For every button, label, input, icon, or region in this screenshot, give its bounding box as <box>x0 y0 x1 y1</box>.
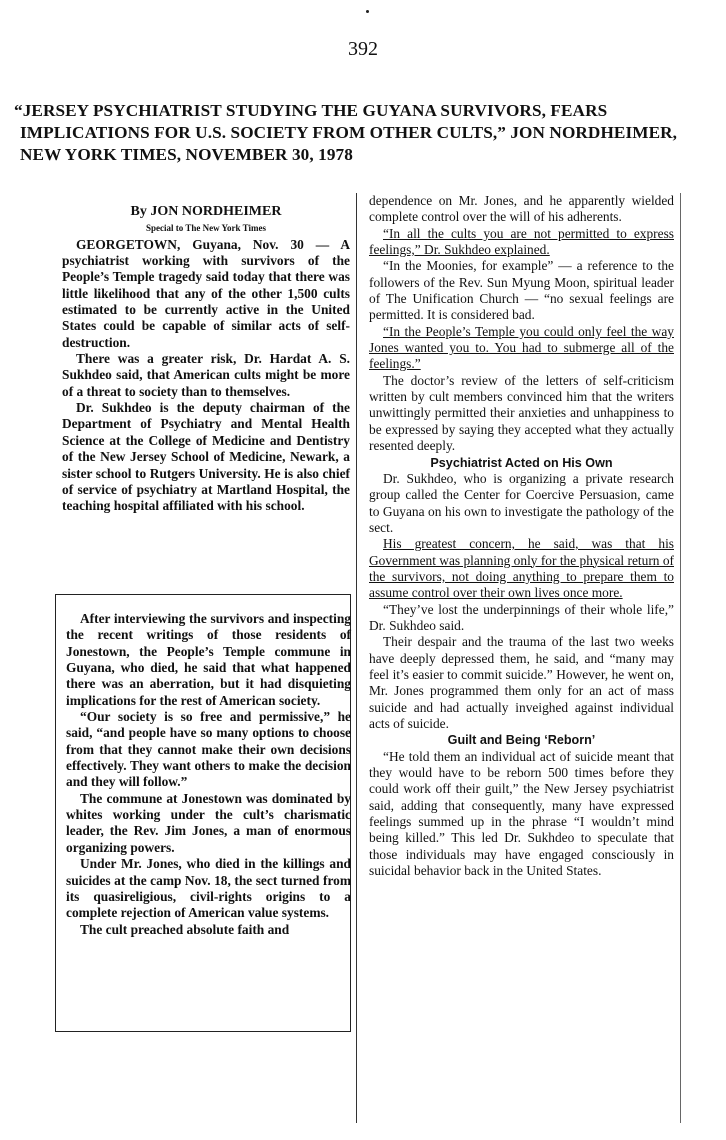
page-number: 392 <box>348 38 378 60</box>
paragraph: GEORGETOWN, Guyana, Nov. 30 — A psychiatrist working with survivors of the People’s Temple tragedy said today that there was little likelihood that any of the other 1,500 cults estimated to be currently active in the United States could be capable of similar acts of self-destruction. <box>62 236 350 350</box>
paragraph: dependence on Mr. Jones, and he apparently wielded complete control over the will of his adherents. <box>369 193 674 225</box>
ink-dot <box>366 10 369 13</box>
article-column-left-top <box>62 204 350 515</box>
subheading: Guilt and Being ‘Reborn’ <box>447 733 596 748</box>
article-column-left-bottom <box>55 594 351 1032</box>
underlined-paragraph: “In the People’s Temple you could only feel the way Jones wanted you to. You had to submerge all of the feelings.” <box>369 323 674 372</box>
underlined-paragraph: His greatest concern, he said, was that his Government was planning only for the physical return of the survivors, not doing anything to prepare them to assume control over their own lives once more. <box>369 536 674 601</box>
paragraph: The doctor’s review of the letters of self-criticism written by cult members convinced him that the writers unwittingly permitted their anxieties and unhappiness to be expressed by saying they accepted what they actually resented deeply. <box>369 372 674 454</box>
paragraph: Dr. Sukhdeo is the deputy chairman of the Department of Psychiatry and Mental Health Science at the College of Medicine and Dentistry of the New Jersey School of Medicine, Newark, a sister school to Rutgers University. He is also chief of service of psychiatry at Martland Hospital, the teaching hospital affiliated with his school. <box>62 400 350 514</box>
paragraph: There was a greater risk, Dr. Hardat A. S. Sukhdeo said, that American cults might be more of a threat to society than to themselves. <box>62 351 350 399</box>
underlined-paragraph: “In all the cults you are not permitted to express feelings,” Dr. Sukhdeo explained. <box>369 225 674 258</box>
paragraph: Under Mr. Jones, who died in the killings and suicides at the camp Nov. 18, the sect turned from its quasireligious, civil-rights origins to a complete rejection of American value systems. <box>66 856 351 921</box>
paragraph: After interviewing the survivors and inspecting the recent writings of those residents of Jonestown, the People’s Temple commune in Guyana, who died, he said that what happened there was an aberration, but it had disquieting implications for the rest of American society. <box>66 611 351 708</box>
byline: By JON NORDHEIMER <box>130 204 282 219</box>
paragraph: “He told them an individual act of suicide meant that they would have to be reborn 500 times before they could work off their guilt,” the New Jersey psychiatrist said, adding that consequently, many have expressed feelings summed up in the phrase “I wouldn’t mind being killed.” This led Dr. Sukhdeo to speculate that those individuals may have engaged consciously in suicidal behavior back in the United States. <box>369 748 674 879</box>
paragraph: The commune at Jonestown was dominated by whites working under the cult’s charismatic leader, the Rev. Jim Jones, a man of enormous organizing powers. <box>66 790 351 855</box>
paragraph: “In the Moonies, for example” — a reference to the followers of the Rev. Sun Myung Moon, spiritual leader of The Unification Church — “no sexual feelings are permitted. It is considered bad. <box>369 258 674 323</box>
paragraph: Dr. Sukhdeo, who is organizing a private research group called the Center for Coercive Persuasion, came to Guyana on his own to investigate the pathology of the sect. <box>369 470 674 535</box>
paragraph: Their despair and the trauma of the last two weeks have deeply depressed them, he said, and “many may feel it’s easier to commit suicide.” However, he went on, Mr. Jones programmed them only for an act of mass suicide and had actually inveighed against individual acts of suicide. <box>369 634 674 731</box>
paragraph: “They’ve lost the underpinnings of their whole life,” Dr. Sukhdeo said. <box>369 601 674 633</box>
article-column-right <box>356 193 681 1123</box>
credit-line: Special to The New York Times <box>146 223 266 234</box>
headline: “JERSEY PSYCHIATRIST STUDYING THE GUYANA SURVIVORS, FEARS IMPLICATIONS FOR U.S. SOCIETY FROM OTHER CULTS,” JON NORDHEIMER, NEW YORK TIMES, NOVEMBER 30, 1978 <box>14 101 678 164</box>
subheading: Psychiatrist Acted on His Own <box>430 455 613 470</box>
paragraph: The cult preached absolute faith and <box>80 921 290 937</box>
paragraph: “Our society is so free and permissive,” he said, “and people have so many options to choose from that they cannot make their own decisions effectively. They want others to make the decision and they will follow.” <box>66 709 351 790</box>
